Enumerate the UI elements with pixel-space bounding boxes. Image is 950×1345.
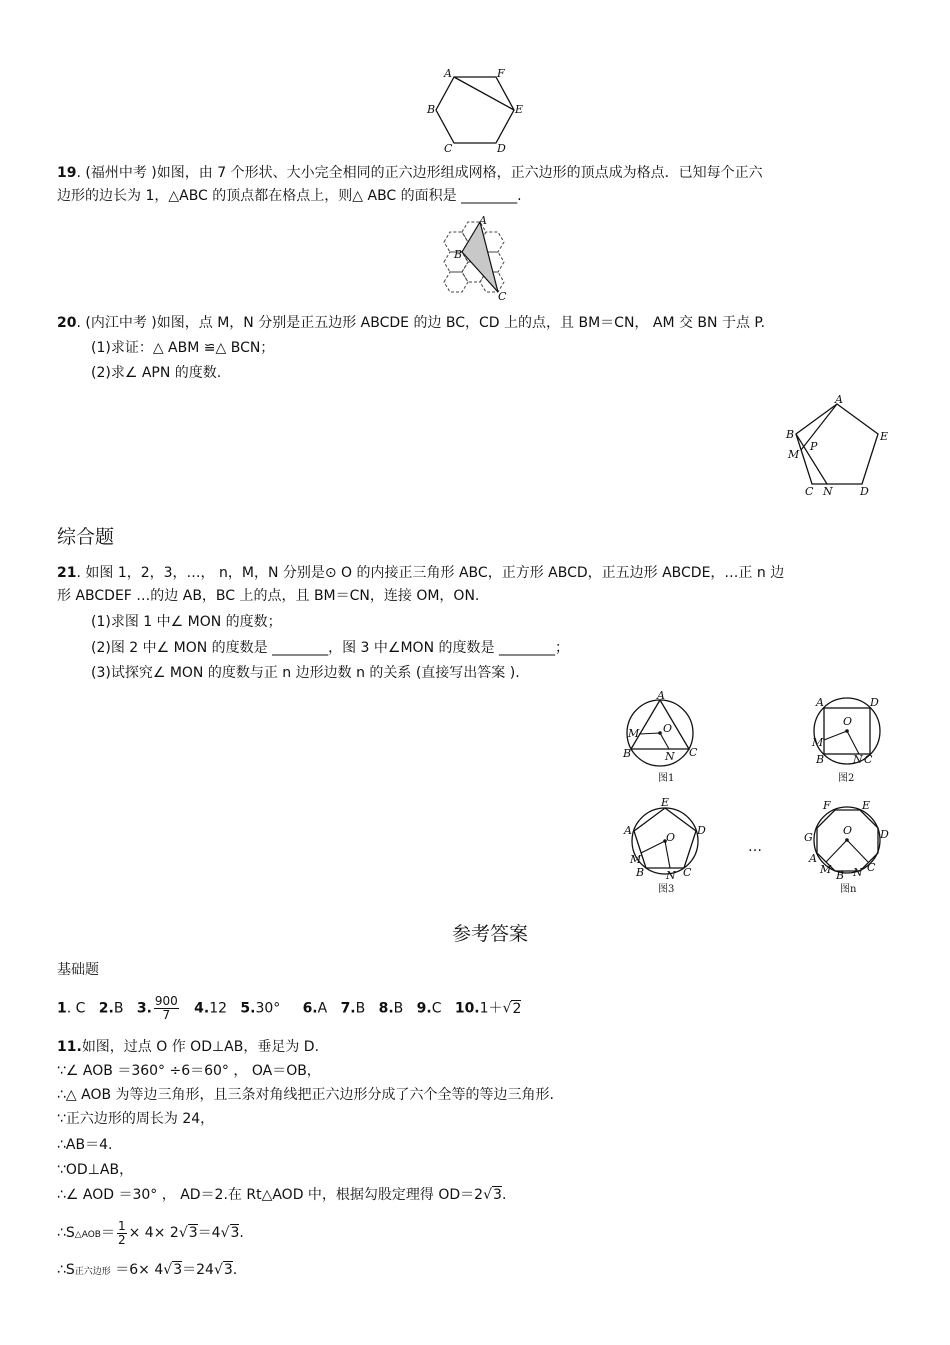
caption-fig2: 图2: [838, 773, 855, 784]
q21-part1: (1)求图 1 中∠ MON 的度数；: [91, 614, 282, 630]
answers-title: 参考答案: [452, 923, 529, 945]
section-heading: 综合题: [57, 526, 115, 548]
q11-line3: ∴△ AOB 为等边三角形，且三条对角线把正六边形分成了六个全等的等边三角形.: [57, 1087, 554, 1103]
label-D: D: [870, 696, 879, 709]
caption-fign: 图n: [840, 884, 857, 895]
label-E: E: [515, 103, 524, 116]
label-D: D: [860, 485, 869, 498]
label-B: B: [454, 248, 463, 261]
label-C: C: [683, 866, 692, 879]
hexagon-grid-figure: [430, 212, 515, 304]
label-C: C: [498, 290, 507, 303]
q19-line1: 19. (福州中考 )如图，由 7 个形状、大小完全相同的正六边形组成网格，正六边形的顶点成为格点．已知每个正六: [57, 165, 763, 181]
label-C: C: [805, 485, 814, 498]
q11-line1: 11.如图，过点 O 作 OD⊥AB，垂足为 D.: [57, 1039, 320, 1055]
pentagon-figure: [782, 390, 897, 502]
q21-number: 21: [57, 565, 77, 581]
label-M: M: [628, 727, 640, 740]
figures-ellipsis: …: [748, 839, 762, 855]
q21-part3: (3)试探究∠ MON 的度数与正 n 边形边数 n 的关系 (直接写出答案 ).: [91, 665, 520, 681]
q21-line1: 21. 如图 1，2，3，…， n，M，N 分别是⊙ O 的内接正三角形 ABC，正方形 ABCD，正五边形 ABCDE，…正 n 边: [57, 565, 785, 581]
label-E: E: [661, 796, 670, 809]
caption-fig1: 图1: [658, 773, 675, 784]
label-N: N: [665, 750, 675, 763]
label-O: O: [843, 824, 853, 837]
label-B: B: [836, 869, 845, 882]
label-A: A: [809, 852, 817, 865]
label-M: M: [630, 853, 642, 866]
label-N: N: [853, 753, 863, 766]
q11-line5: ∴AB＝4.: [57, 1137, 113, 1153]
q20-line1: 20. (内江中考 )如图，点 M，N 分别是正五边形 ABCDE 的边 BC，CD 上的点，且 BM＝CN， AM 交 BN 于点 P.: [57, 315, 766, 331]
label-A: A: [816, 696, 824, 709]
caption-fig3: 图3: [658, 884, 675, 895]
label-O: O: [843, 715, 853, 728]
q20-number: 20: [57, 315, 77, 331]
q20-part1: (1)求证：△ ABM ≌△ BCN；: [91, 340, 275, 356]
label-M: M: [820, 863, 832, 876]
q11-line9: ∴S正六边形 ＝6× 4√3＝24√3.: [57, 1262, 238, 1278]
q21-part2: (2)图 2 中∠ MON 的度数是 ________，图 3 中∠MON 的度数是 ________；: [91, 640, 569, 656]
label-E: E: [880, 430, 889, 443]
label-P: P: [810, 440, 818, 453]
label-O: O: [666, 831, 676, 844]
label-G: G: [804, 831, 813, 844]
label-B: B: [786, 428, 795, 441]
label-E: E: [862, 799, 871, 812]
label-A: A: [444, 67, 452, 80]
figure-2: [806, 688, 896, 788]
label-B: B: [816, 753, 825, 766]
label-C: C: [444, 142, 453, 155]
q20-part2: (2)求∠ APN 的度数.: [91, 365, 222, 381]
label-C: C: [864, 753, 873, 766]
label-C: C: [689, 746, 698, 759]
label-N: N: [823, 485, 833, 498]
q11-line4: ∵正六边形的周长为 24，: [57, 1111, 215, 1127]
q11-line8: ∴S△AOB＝ $\frac{1}{2}$ × 4× 2√3＝4√3.: [57, 1218, 244, 1247]
label-O: O: [663, 722, 673, 735]
q19-line2: 边形的边长为 1，△ABC 的顶点都在格点上，则△ ABC 的面积是 ________.: [57, 188, 522, 204]
figure-1: [618, 688, 713, 788]
label-D: D: [697, 824, 706, 837]
label-A: A: [657, 689, 665, 702]
figure-n: [798, 793, 898, 898]
label-M: M: [788, 448, 800, 461]
label-D: D: [880, 828, 889, 841]
hexagon-figure: [422, 66, 532, 156]
label-N: N: [853, 866, 863, 879]
label-M: M: [812, 736, 824, 749]
answers-subheading: 基础题: [57, 962, 99, 978]
answers-row: 1. C 2.B 3. $\frac{900}{7}$ 4.12 5.30° 6.A 7.B 8.B 9.C 10.1＋√2: [57, 994, 522, 1022]
answer3-fraction: $\frac{900}{7}$: [154, 994, 178, 1022]
q11-line7: ∴∠ AOD ＝30° ， AD＝2.在 Rt△AOD 中，根据勾股定理得 OD＝2√3.: [57, 1187, 507, 1203]
label-F: F: [823, 799, 831, 812]
label-D: D: [497, 142, 506, 155]
label-B: B: [623, 747, 632, 760]
label-F: F: [497, 67, 505, 80]
label-A: A: [835, 393, 843, 406]
q21-line2: 形 ABCDEF …的边 AB，BC 上的点，且 BM＝CN，连接 OM，ON.: [57, 588, 480, 604]
q11-line2: ∵∠ AOB ＝360° ÷6＝60° ， OA＝OB，: [57, 1063, 321, 1079]
label-A: A: [479, 214, 487, 227]
label-C: C: [867, 861, 876, 874]
label-B: B: [427, 103, 436, 116]
figure-3: [620, 793, 715, 898]
q11-line6: ∵OD⊥AB，: [57, 1162, 134, 1178]
label-B: B: [636, 866, 645, 879]
label-A: A: [624, 824, 632, 837]
q19-number: 19: [57, 165, 77, 181]
label-N: N: [666, 869, 676, 882]
